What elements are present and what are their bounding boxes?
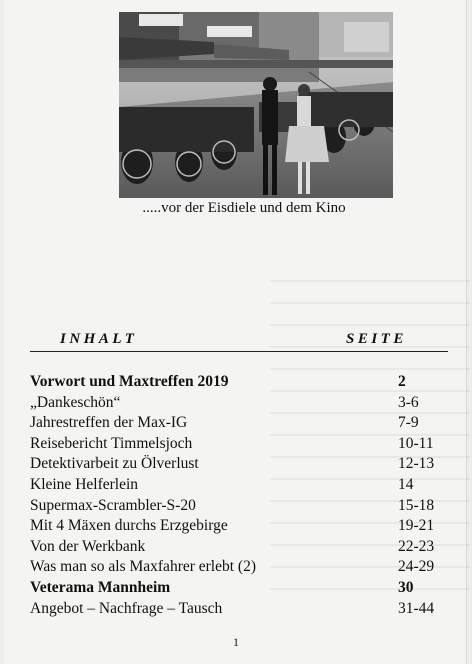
toc-entry-title: Angebot – Nachfrage – Tausch	[30, 599, 223, 617]
toc-entry-title: Detektivarbeit zu Ölverlust	[30, 455, 199, 473]
toc-entry-page: 30	[398, 578, 414, 596]
toc-entry	[30, 496, 450, 517]
toc-entry	[30, 578, 450, 599]
photo-illustration	[119, 12, 393, 198]
toc-entry	[30, 557, 450, 578]
toc-entry-title: Vorwort und Maxtreffen 2019	[30, 373, 229, 390]
toc-header-page: SEITE	[346, 331, 407, 347]
toc-entry-title: Was man so als Maxfahrer erlebt (2)	[30, 558, 256, 576]
toc-entry-title: Kleine Helferlein	[30, 475, 139, 493]
toc-entry	[30, 372, 450, 393]
toc-entry-title: Jahrestreffen der Max-IG	[30, 414, 188, 432]
toc-entry-page: 7-9	[398, 414, 419, 432]
table-of-contents	[30, 372, 450, 619]
toc-entry	[30, 434, 450, 455]
toc-entry-page: 12-13	[398, 455, 435, 473]
toc-entry-page: 22-23	[398, 537, 435, 555]
toc-entry-page: 24-29	[398, 558, 435, 576]
toc-entry	[30, 599, 450, 620]
toc-entry	[30, 413, 450, 434]
toc-entry-page: 10-11	[398, 434, 434, 452]
toc-entry	[30, 537, 450, 558]
toc-entry-page: 2	[398, 373, 406, 390]
street-photo	[119, 12, 393, 198]
toc-entry-title: Supermax-Scrambler-S-20	[30, 496, 196, 514]
toc-entry-title: Reisebericht Timmelsjoch	[30, 434, 193, 452]
toc-entry	[30, 516, 450, 537]
toc-entry-title: „Dankeschön“	[30, 393, 121, 411]
toc-entry	[30, 475, 450, 496]
toc-entry-page: 14	[398, 475, 414, 493]
toc-entry-page: 31-44	[398, 599, 435, 617]
toc-entry-title: Veterama Mannheim	[30, 578, 171, 596]
photo-caption: .....vor der Eisdiele und dem Kino	[142, 200, 346, 216]
toc-header	[30, 331, 448, 352]
toc-entry-title: Von der Werkbank	[30, 537, 146, 555]
toc-entry	[30, 393, 450, 414]
page-number: 1	[233, 635, 239, 649]
toc-entry-page: 3-6	[398, 393, 419, 411]
toc-entry-title: Mit 4 Mäxen durchs Erzgebirge	[30, 517, 228, 535]
toc-entry-page: 19-21	[398, 517, 435, 535]
toc-entry	[30, 454, 450, 475]
toc-entry-page: 15-18	[398, 496, 435, 514]
toc-header-contents: INHALT	[60, 331, 138, 347]
